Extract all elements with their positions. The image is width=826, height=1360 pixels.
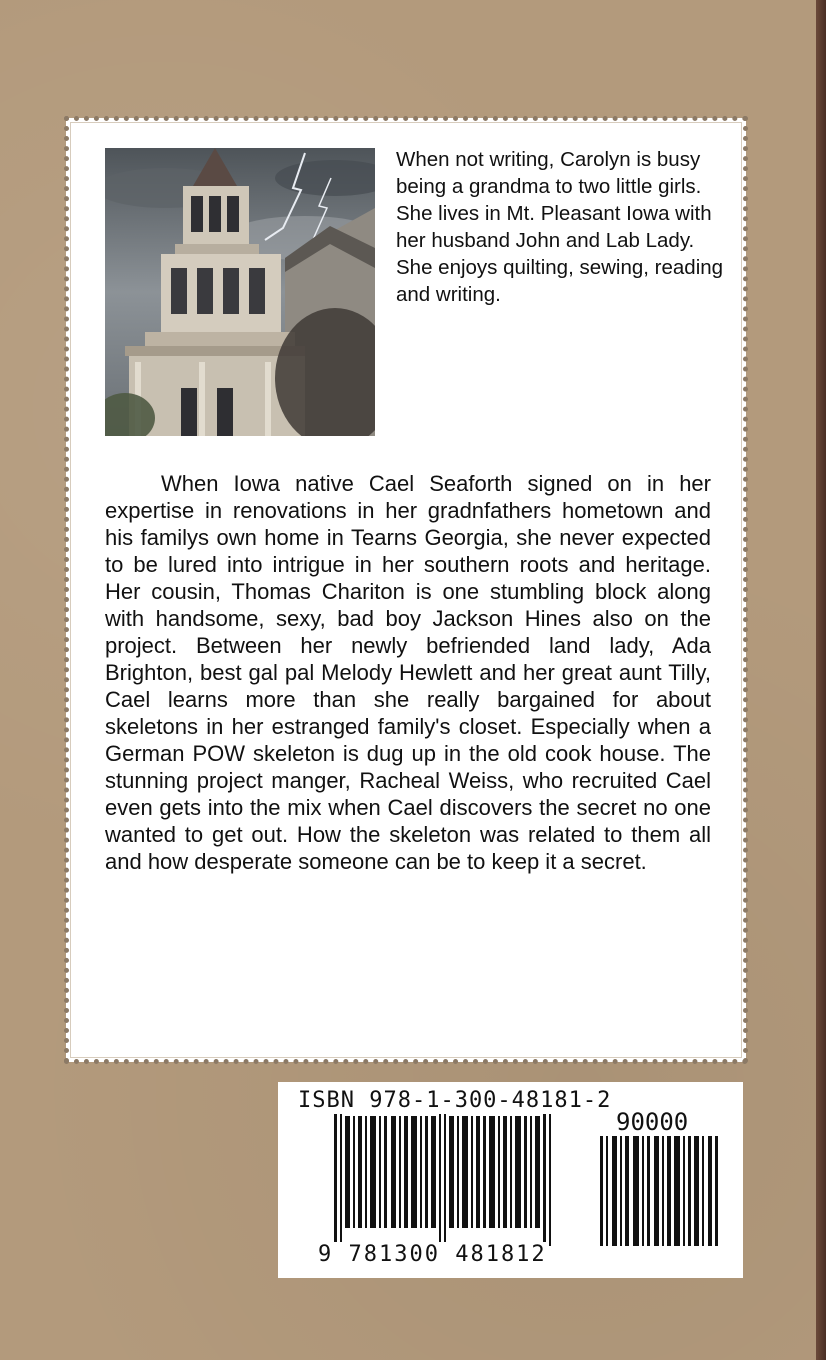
- book-description: When Iowa native Cael Seaforth signed on in her expertise in renovations in her gradnfathers hometown and his familys own home in Tearns Georgia, she never expected to be lured into intrigue in her southern roots and heritage. Her cousin, Thomas Chariton is one stumbling block along with handsome, sexy, bad boy Jackson Hines also on the project. Between her newly befriended land lady, Ada Brighton, best gal pal Melody Hewlett and her great aunt Tilly, Cael learns more than she really bargained for about skeletons in her estranged family's closet. Especially when a German POW skeleton is dug up in the old cook house. The stunning project manger, Racheal Weiss, who recruited Cael even gets into the mix when Cael discovers the secret no one wanted to get out. How the skeleton was related to them all and how desperate someone can be to keep it a secret.: [105, 471, 711, 874]
- isbn-number: ISBN 978-1-300-48181-2: [298, 1088, 612, 1113]
- back-cover-panel: [66, 118, 746, 1062]
- barcode-digits: 9 781300 481812: [318, 1242, 547, 1267]
- spine-edge: [816, 0, 826, 1360]
- price-code: 90000: [616, 1108, 689, 1136]
- haunted-house-photo: [105, 148, 375, 436]
- author-bio: When not writing, Carolyn is busy being a grandma to two little girls. She lives in Mt. Pleasant Iowa with her husband John and Lab Lady. She enjoys quilting, sewing, reading and writing.: [396, 148, 724, 306]
- isbn-barcode: [278, 1082, 743, 1278]
